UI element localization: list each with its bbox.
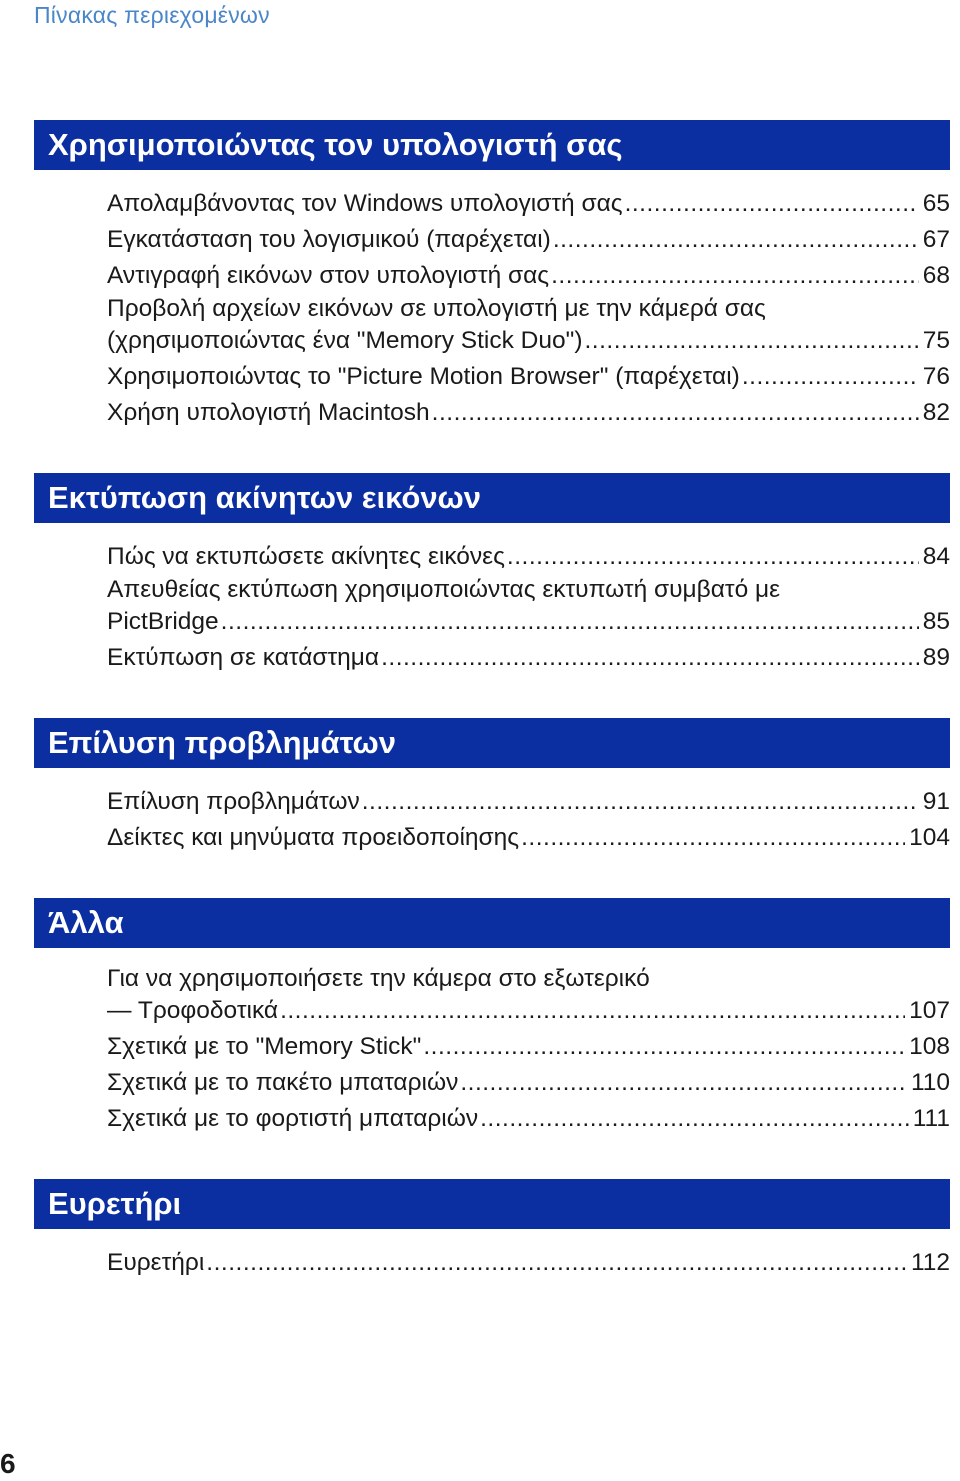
toc-entry-page: 67 [922, 226, 950, 253]
toc-entry-text: (χρησιμοποιώντας ένα "Memory Stick Duo") [107, 327, 583, 354]
toc-entry-text-line1: Για να χρησιμοποιήσετε την κάμερα στο εξωτερικό [107, 965, 650, 992]
toc-entry[interactable] [107, 539, 950, 575]
toc-entry[interactable] [107, 964, 950, 1029]
toc-entry-page: 104 [909, 824, 950, 851]
toc-entry-text: — Τροφοδοτικά [107, 997, 279, 1024]
section-other [34, 898, 950, 1137]
section-printing [34, 473, 950, 676]
toc-entry-text: Εγκατάσταση του λογισμικού (παρέχεται) [107, 226, 551, 253]
toc-entry-text: Αντιγραφή εικόνων στον υπολογιστή σας [107, 262, 550, 289]
section-heading: Ευρετήρι [34, 1179, 950, 1229]
toc-entry-text: Δείκτες και μηνύματα προειδοποίησης [107, 824, 520, 851]
toc-entry-text: Σχετικά με το φορτιστή μπαταριών [107, 1105, 479, 1132]
toc-entry[interactable] [107, 222, 950, 258]
toc-entry[interactable] [107, 640, 950, 676]
toc-entry-text-line1: Απευθείας εκτύπωση χρησιμοποιώντας εκτυπωτή συμβατό με [107, 576, 781, 603]
toc-entry-page: 110 [910, 1069, 950, 1096]
toc-entry[interactable] [107, 1245, 950, 1281]
section-heading: Επίλυση προβλημάτων [34, 718, 950, 768]
page-header-title: Πίνακας περιεχομένων [34, 2, 270, 28]
toc-entry-text: PictBridge [107, 608, 219, 635]
section-heading: Χρησιμοποιώντας τον υπολογιστή σας [34, 120, 950, 170]
section-index [34, 1179, 950, 1281]
toc-entry-list [34, 964, 950, 1137]
toc-entry-page: 111 [912, 1105, 950, 1132]
toc-entry-page: 112 [910, 1249, 950, 1276]
toc-entry[interactable] [107, 1101, 950, 1137]
toc-entry[interactable] [107, 258, 950, 294]
toc-entry[interactable] [107, 395, 950, 431]
toc-entry-page: 65 [922, 190, 950, 217]
toc-entry-page: 108 [909, 1033, 950, 1060]
toc-entry[interactable] [107, 294, 950, 359]
toc-entry-page: 76 [922, 363, 950, 390]
toc-entry-text: Πώς να εκτυπώσετε ακίνητες εικόνες [107, 543, 505, 570]
toc-entry[interactable] [107, 186, 950, 222]
toc-entry-text: Επίλυση προβλημάτων [107, 788, 360, 815]
section-heading: Εκτύπωση ακίνητων εικόνων [34, 473, 950, 523]
toc-entry-list [34, 186, 950, 431]
toc-entry[interactable] [107, 1029, 950, 1065]
section-using-computer [34, 120, 950, 431]
toc-entry-page: 68 [922, 262, 950, 289]
toc-entry[interactable] [107, 359, 950, 395]
page-number: 6 [0, 1448, 16, 1479]
toc-entry-text: Ευρετήρι [107, 1249, 205, 1276]
toc-entry-text: Χρήση υπολογιστή Macintosh [107, 399, 430, 426]
toc-entry-text: Σχετικά με το πακέτο μπαταριών [107, 1069, 459, 1096]
toc-entry-text-line1: Προβολή αρχείων εικόνων σε υπολογιστή με την κάμερά σας [107, 295, 766, 322]
toc-entry-page: 75 [922, 327, 950, 354]
toc-entry-text: Απολαμβάνοντας τον Windows υπολογιστή σας [107, 190, 623, 217]
section-troubleshooting [34, 718, 950, 856]
toc-entry[interactable] [107, 1065, 950, 1101]
toc-entry-text: Σχετικά με το "Memory Stick" [107, 1033, 422, 1060]
toc-entry[interactable] [107, 575, 950, 640]
toc-entry[interactable] [107, 784, 950, 820]
toc-entry-text: Χρησιμοποιώντας το "Picture Motion Browser" (παρέχεται) [107, 363, 740, 390]
toc-entry-page: 82 [922, 399, 950, 426]
toc-entry-page: 107 [909, 997, 950, 1024]
toc-entry-page: 89 [922, 644, 950, 671]
toc-entry-page: 84 [922, 543, 950, 570]
toc-entry-list [34, 1245, 950, 1281]
toc-entry[interactable] [107, 820, 950, 856]
toc-entry-list [34, 539, 950, 676]
toc-entry-text: Εκτύπωση σε κατάστημα [107, 644, 380, 671]
section-heading: Άλλα [34, 898, 950, 948]
toc-entry-page: 85 [922, 608, 950, 635]
toc-entry-page: 91 [922, 788, 950, 815]
toc-entry-list [34, 784, 950, 856]
